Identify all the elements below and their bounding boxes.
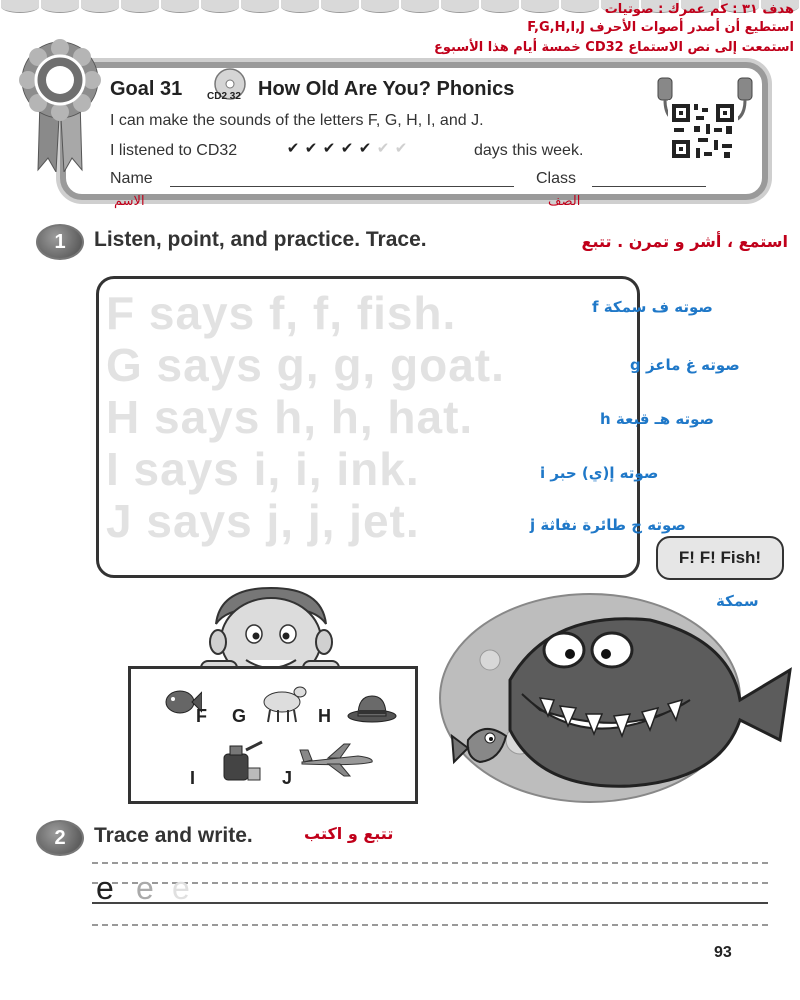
speech-bubble-text: F! F! Fish! [678,548,762,567]
trace-line-j[interactable]: J says j, j, jet. [106,495,420,547]
hat-icon [346,690,398,724]
annotation-h: h صوته هـ قبعة [600,410,715,428]
name-label: Name [110,170,153,187]
class-arabic: الصف [548,194,581,209]
trace-line-g[interactable]: G says g, g, goat. [106,339,505,391]
writing-line-mid [92,882,768,884]
cd-track-label: CD2 32 [207,91,241,102]
arabic-listening-note: استمعت إلى نص الاستماع CD32 خمسة أيام هذا الأسبوع [433,40,794,55]
speech-bubble [656,536,784,580]
step-1-title: Listen, point, and practice. Trace. [94,228,427,251]
step-2-arabic: تتبع و اكتب [304,824,394,843]
listening-checkboxes [284,138,410,157]
card-letter-i: I [190,768,196,788]
trace-letter-e[interactable]: e [136,870,154,906]
big-fish-illustration [430,590,800,810]
jet-icon [298,740,376,780]
arabic-sounds-note: استطيع أن أصدر أصوات الأحرف F,G,H,I,J [527,20,794,35]
writing-baseline [92,902,768,904]
goal-title: How Old Are You? Phonics [258,78,515,100]
ink-bottle-icon [216,740,266,784]
day-check-6[interactable]: ✔ [376,139,390,157]
card-letter-h: H [318,706,331,726]
step-2-title: Trace and write. [94,824,253,847]
class-label: Class [536,170,577,187]
fish-arabic: سمكة [716,592,759,610]
step-2-badge: 2 [36,820,84,856]
trace-line-f[interactable]: F says f, f, fish. [106,287,457,339]
goal-statement: I can make the sounds of the letters F, G, H, I, and J. [110,112,484,129]
model-letter-e: e [96,870,114,906]
day-check-4[interactable]: ✔ [340,139,354,157]
listening-prefix: I listened to CD32 [110,142,238,159]
annotation-j: j صوته ج طائرة نفاثة [530,516,686,534]
day-check-2[interactable]: ✔ [304,139,318,157]
page-number: 93 [714,944,732,961]
listening-suffix: days this week. [474,142,584,159]
card-letter-f: F [196,706,207,726]
card-letter-j: J [282,768,293,788]
name-field[interactable] [170,186,514,187]
rosette-icon [18,38,102,122]
trace-line-h[interactable]: H says h, h, hat. [106,391,474,443]
goal-number: Goal 31 [110,78,183,100]
day-check-7[interactable]: ✔ [394,139,408,157]
day-check-5[interactable]: ✔ [358,139,372,157]
annotation-i: i صوته إ(ي) حبر [540,464,659,482]
arabic-goal-note: هدف ٣١ : كم عمرك : صوتيات [604,2,794,17]
annotation-f: f صوته ف سمكة [592,298,713,316]
dotted-letter-e[interactable]: e [172,870,190,906]
annotation-g: g صوته غ ماعز [630,356,740,374]
class-field[interactable] [592,186,706,187]
day-check-3[interactable]: ✔ [322,139,336,157]
qr-code-icon[interactable] [668,100,738,162]
writing-line-bottom [92,924,768,926]
name-arabic: الاسم [114,194,145,209]
step-1-arabic: استمع ، أشر و تمرن . تتبع [581,232,788,251]
cd-icon [206,66,250,110]
goat-icon [256,680,308,724]
writing-line-top [92,862,768,864]
step-1-badge: 1 [36,224,84,260]
trace-line-i[interactable]: I says i, i, ink. [106,443,420,495]
day-check-1[interactable]: ✔ [286,139,300,157]
card-letter-g: G [232,706,247,726]
